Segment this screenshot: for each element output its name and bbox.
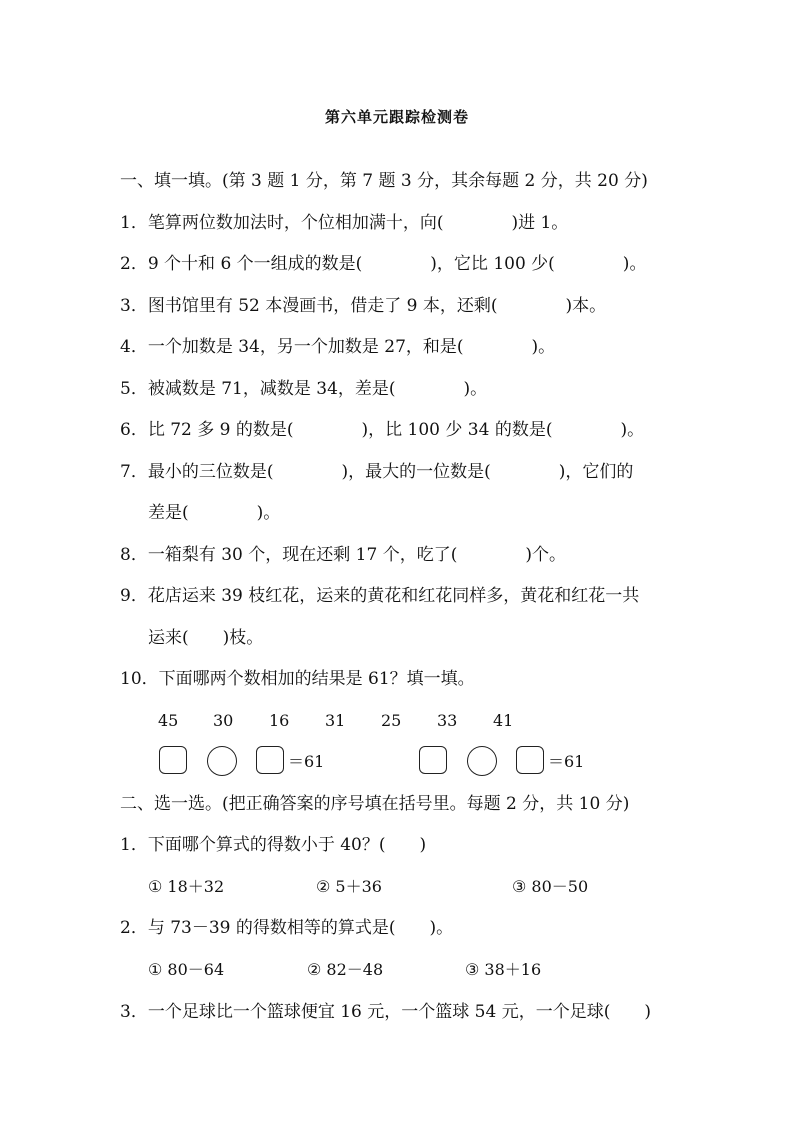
answer-box[interactable] (256, 746, 284, 774)
number-item: 33 (437, 711, 458, 730)
equals-61: ＝61 (288, 752, 325, 771)
option-2[interactable]: ② 5＋36 (316, 877, 382, 896)
question-1-8: 8．一箱梨有 30 个，现在还剩 17 个，吃了( )个。 (120, 545, 566, 565)
operator-circle[interactable] (467, 746, 497, 776)
question-1-4: 4．一个加数是 34，另一个加数是 27，和是( )。 (120, 337, 556, 357)
question-1-2: 2．9 个十和 6 个一组成的数是( )，它比 100 少( )。 (120, 254, 647, 274)
section1-heading: 一、填一填。(第 3 题 1 分，第 7 题 3 分，其余每题 2 分，共 20 分) (120, 171, 648, 191)
question-1-7-continued: 差是( )。 (148, 503, 281, 523)
option-1[interactable]: ① 80－64 (148, 960, 225, 979)
question-1-5: 5．被减数是 71，减数是 34，差是( )。 (120, 379, 488, 399)
question-1-1: 1．笔算两位数加法时，个位相加满十，向( )进 1。 (120, 213, 569, 233)
question-1-7: 7．最小的三位数是( )，最大的一位数是( )，它们的 (120, 462, 634, 482)
section2-heading: 二、选一选。(把正确答案的序号填在括号里。每题 2 分，共 10 分) (120, 794, 630, 814)
option-3[interactable]: ③ 38＋16 (465, 960, 542, 979)
number-item: 41 (493, 711, 514, 730)
answer-box[interactable] (419, 746, 447, 774)
equals-61: ＝61 (548, 752, 585, 771)
question-1-10: 10．下面哪两个数相加的结果是 61？填一填。 (120, 669, 475, 689)
question-2-2: 2．与 73－39 的得数相等的算式是( )。 (120, 918, 454, 938)
option-1[interactable]: ① 18＋32 (148, 877, 225, 896)
question-1-3: 3．图书馆里有 52 本漫画书，借走了 9 本，还剩( )本。 (120, 296, 607, 316)
option-3[interactable]: ③ 80－50 (512, 877, 589, 896)
number-item: 31 (325, 711, 346, 730)
question-2-3: 3．一个足球比一个篮球便宜 16 元，一个篮球 54 元，一个足球( ) (120, 1002, 651, 1022)
question-2-1: 1．下面哪个算式的得数小于 40？( ) (120, 835, 427, 855)
question-1-6: 6．比 72 多 9 的数是( )，比 100 少 34 的数是( )。 (120, 420, 645, 440)
number-item: 45 (158, 711, 179, 730)
question-1-9: 9．花店运来 39 枝红花，运来的黄花和红花同样多，黄花和红花一共 (120, 586, 640, 606)
answer-box[interactable] (159, 746, 187, 774)
operator-circle[interactable] (207, 746, 237, 776)
number-item: 30 (213, 711, 234, 730)
answer-box[interactable] (516, 746, 544, 774)
number-item: 16 (269, 711, 290, 730)
question-1-9-continued: 运来( )枝。 (148, 628, 264, 648)
number-item: 25 (381, 711, 402, 730)
option-2[interactable]: ② 82－48 (307, 960, 384, 979)
page-title: 第六单元跟踪检测卷 (324, 108, 469, 126)
